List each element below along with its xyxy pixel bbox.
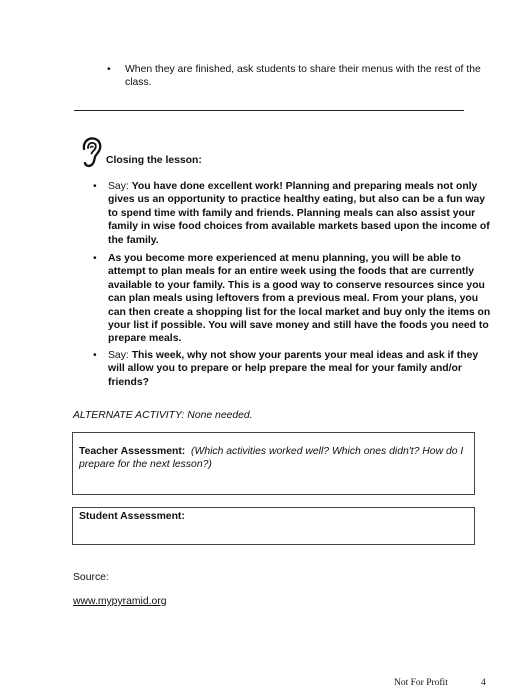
source-label: Source: — [73, 572, 109, 583]
section-divider — [74, 110, 464, 111]
student-assessment-label: Student Assessment: — [79, 511, 185, 522]
closing-item — [108, 180, 493, 247]
list-bullet: • — [93, 350, 97, 361]
student-assessment-box — [72, 507, 475, 545]
footer-text: Not For Profit — [394, 678, 448, 688]
closing-heading: Closing the lesson: — [106, 155, 202, 166]
teacher-assessment-box — [72, 432, 475, 495]
list-bullet: • — [107, 64, 111, 75]
teacher-assessment-prompt: (Which activities worked well? Which ones didn't? How do I prepare for the next lesson?) — [79, 446, 464, 471]
closing-item-text: This week, why not show your parents your meal ideas and ask if they will allow you to prepare or help prepare the meal for your family and/or friends? — [108, 350, 479, 388]
closing-item-text: As you become more experienced at menu planning, you will be able to attempt to plan meals for an entire week using the foods that are currently available to your family. This is a good way to conserve resources since you can plan meals using leftovers from a previous meal. From your plans, you can then create a shopping list for the local market and buy only the items on your list if possible. You will save money and still have the foods you need to prepare meals. — [108, 253, 491, 345]
list-bullet: • — [93, 181, 97, 192]
say-prefix: Say: — [108, 181, 132, 192]
alternate-activity: ALTERNATE ACTIVITY: None needed. — [73, 410, 253, 421]
list-bullet: • — [93, 253, 97, 264]
teacher-assessment-text — [79, 445, 469, 472]
teacher-assessment-label: Teacher Assessment: — [79, 446, 186, 457]
page-number: 4 — [481, 678, 486, 688]
intro-instruction-text: When they are finished, ask students to share their menus with the rest of the class. — [125, 64, 481, 89]
source-link[interactable]: www.mypyramid.org — [73, 596, 167, 607]
closing-item — [108, 349, 493, 389]
closing-item-text: You have done excellent work! Planning and preparing meals not only gives us an opportunity to practice healthy eating, but also can be a fun way to spend time with family and friends. Planning meals can also assist your family in wise food choices from available markets based upon the income of the family. — [108, 181, 490, 246]
closing-item — [108, 252, 493, 346]
say-prefix: Say: — [108, 350, 132, 361]
ear-icon — [78, 136, 102, 168]
